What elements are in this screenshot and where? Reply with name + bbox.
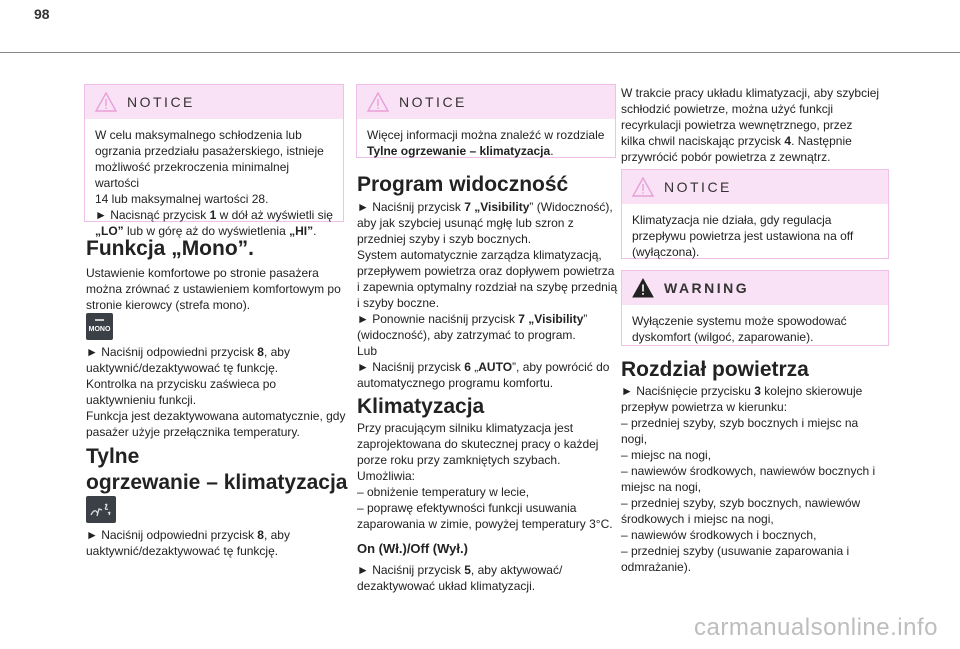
top-divider — [0, 52, 960, 53]
notice-triangle-icon — [367, 92, 389, 112]
recirculation-text: W trakcie pracy układu klimatyzacji, aby szybciej schłodzić powietrze, można użyć funkcji recyrkulacji powietrza wewnętrznego, przez kilka chwil naciskając przycisk 4. Następnie przywrócić pobór powietrza z zewnątrz. — [621, 86, 880, 164]
page-number: 98 — [34, 6, 50, 22]
notice-header — [622, 170, 888, 204]
notice-text: W celu maksymalnego schłodzenia lub ogrzania przedziału pasażerskiego, istnieje możliwość przekroczenia minimalnej wartości 14 lub maksymalnej wartości 28. ► Nacisnąć przycisk 1 w dół aż wyświetli się „LO” lub w górę aż do wyświetlenia „HI”. — [95, 128, 333, 238]
watermark: carmanualsonline.info — [694, 614, 938, 641]
rear-instructions: ► Naciśnij odpowiedni przycisk 8, aby uaktywnić/dezaktywować tę funkcję. — [86, 528, 290, 558]
notice-label: NOTICE — [664, 179, 732, 195]
subsection-title-onoff: On (Wł.)/Off (Wył.) — [357, 541, 468, 556]
notice-label: NOTICE — [399, 94, 467, 110]
notice-box-2 — [356, 84, 616, 158]
mono-button-icon: MONO — [86, 313, 113, 340]
notice-header — [85, 85, 343, 119]
warning-label: WARNING — [664, 280, 750, 296]
section-title-rear-heating: Tylne ogrzewanie – klimatyzacja — [86, 445, 348, 494]
rear-climate-icon — [86, 496, 116, 523]
notice-box-1 — [84, 84, 344, 238]
notice-box-3 — [621, 169, 889, 259]
onoff-text: ► Naciśnij przycisk 5, aby aktywować/ dezaktywować układ klimatyzacji. — [357, 563, 563, 593]
notice-text: Klimatyzacja nie działa, gdy regulacja przepływu powietrza jest ustawiona na off (wyłączona). — [632, 213, 854, 259]
notice-triangle-icon — [632, 177, 654, 197]
air-distribution-text: ► Naciśnięcie przycisku 3 kolejno skierowuje przepływ powietrza w kierunku: – przedniej szyby, szyb bocznych i miejsc na nogi, – miejsc na nogi, – nawiewów środkowych, nawiewów bocznych i miejsc na nogi, – przedniej szyby, szyb bocznych, nawiewów środkowych i miejsc na nogi, – nawiewów środkowych i bocznych, – przedniej szyby (usuwanie zaparowania i odmrażanie). — [621, 384, 876, 574]
section-title-visibility: Program widoczność — [357, 173, 569, 196]
section-title-mono: Funkcja „Mono”. — [86, 237, 254, 260]
warning-header — [622, 271, 888, 305]
notice-header — [357, 85, 615, 119]
section-title-climate: Klimatyzacja — [357, 395, 485, 418]
mono-instructions: ► Naciśnij odpowiedni przycisk 8, aby uaktywnić/dezaktywować tę funkcję. Kontrolka na przycisku zaświeca po uaktywnieniu funkcji. Funkcja jest dezaktywowana automatycznie, gdy pasażer użyje przełącznika temperatury. — [86, 345, 346, 439]
climate-text: Przy pracującym silniku klimatyzacja jest zaprojektowana do skutecznej pracy o każdej porze roku przy zamkniętych szybach. Umożliwia: – obniżenie temperatury w lecie, – poprawę efektywności funkcji usuwania zaparowania w zimie, powyżej temperatury 3°C. — [357, 421, 613, 531]
section-title-air-distribution: Rozdział powietrza — [621, 358, 809, 381]
warning-text: Wyłączenie systemu może spowodować dyskomfort (wilgoć, zaparowanie). — [632, 314, 847, 344]
notice-triangle-icon — [95, 92, 117, 112]
visibility-text: ► Naciśnij przycisk 7 „Visibility” (Widoczność), aby jak szybciej usunąć mgłę lub szron z przedniej szyby i szyb bocznych. System automatycznie zarządza klimatyzacją, przepływem powietrza oraz dopływem powietrza i zapewnia optymalny rozdział na szybę przednią i szyby boczne. ► Ponownie naciśnij przycisk 7 „Visibility” (widoczność), aby zatrzymać to program. Lub ► Naciśnij przycisk 6 „AUTO”, aby powrócić do automatycznego programu komfortu. — [357, 200, 618, 390]
warning-box — [621, 270, 889, 346]
notice-text: Więcej informacji można znaleźć w rozdziale Tylne ogrzewanie – klimatyzacja. — [367, 128, 605, 158]
warning-triangle-icon — [632, 278, 654, 298]
mono-intro: Ustawienie komfortowe po stronie pasażera można zrównać z ustawieniem komfortowym po stronie kierowcy (strefa mono). — [86, 266, 341, 312]
notice-label: NOTICE — [127, 94, 195, 110]
